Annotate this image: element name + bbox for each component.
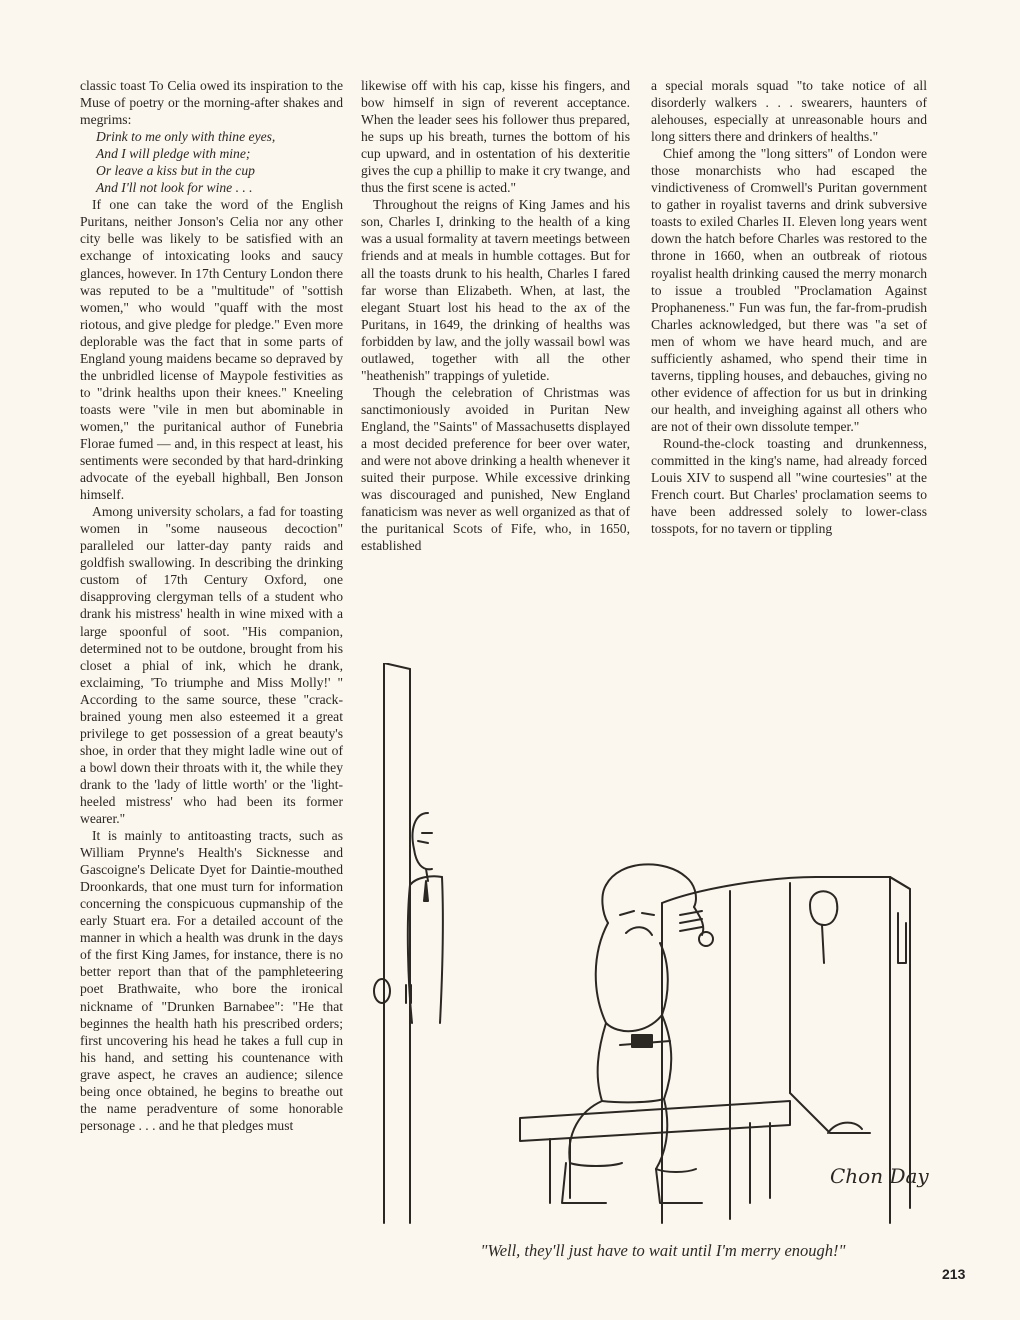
article-column-3	[651, 77, 927, 537]
santa-illustration	[562, 864, 713, 1203]
santa-locker-room-cartoon	[370, 663, 935, 1238]
paragraph: classic toast To Celia owed its inspiration to the Muse of poetry or the morning-after shakes and megrims:	[80, 78, 343, 128]
paragraph: It is mainly to antitoasting tracts, such as William Prynne's Health's Sicknesse and Gascoigne's Delicate Dyet for Daintie-mouthed Droonkards, that one must turn for information concerning the conspicuous cupmanship of the early Stuart era. For a detailed account of the manner in which a health was drunk in the days of the first King James, for instance, there is no better report than that of the pamphleteering poet Brathwaite, who bore the ironical nickname of "Drunken Barnabee": "He that beginnes the health hath his prescribed orders; first uncovering his head he takes a full cup in his hand, and setting his countenance with grave aspect, he craves an audience; silence being once obtained, he begins to breathe out the name peradventure of some honorable personage . . . and he that pledges must	[80, 828, 343, 1133]
article-column-1	[80, 77, 343, 1134]
verse-line: And I will pledge with mine;	[96, 146, 251, 162]
verse-line: Or leave a kiss but in the cup	[96, 163, 255, 179]
paragraph: Round-the-clock toasting and drunkenness, committed in the king's name, had already forced Louis XIV to suspend all "wine courtesies" at the French court. But Charles' proclamation seems to have been addressed solely to lower-class tosspots, for no tavern or tippling	[651, 435, 927, 537]
verse-line: And I'll not look for wine . . .	[96, 180, 253, 196]
cartoon-caption: "Well, they'll just have to wait until I'm merry enough!"	[480, 1241, 846, 1260]
paragraph: Though the celebration of Christmas was sanctimoniously avoided in Puritan New England, the "Saints" of Massachusetts displayed a most decided preference for beer over water, and were not above drinking a health whenever it suited their purpose. While excessive drinking was discouraged and punished, New England fanaticism was never as well organized as that of the puritanical Scots of Fife, who, in 1650, established	[361, 384, 630, 554]
bench-illustration	[520, 1101, 790, 1203]
paragraph: a special morals squad "to take notice of all disorderly walkers . . . swearers, haunters of alehouses, especially at unreasonable hours and long sitters there and drinkers of healths."	[651, 78, 927, 145]
paragraph: If one can take the word of the English Puritans, neither Jonson's Celia nor any other city belle was likely to be satisfied with an exchange of intoxicating looks and saucy glances, however. In 17th Century London there was reputed to be a "multitude" of "sottish women," who would "quaff with the most riotous, and give pledge for pledge." Even more deplorable was the fact that in some parts of England young maidens became so depraved by the unbridled license of Maypole festivities as to "drink healths upon their knees." Kneeling toasts were "vile in men but abominable in women," the puritanical author of Funebria Florae fumed — and, in this respect at least, his sentiments were seconded by that hard-drinking advocate of the eyeball highball, Ben Jonson himself.	[80, 197, 343, 503]
paragraph: Among university scholars, a fad for toasting women in "some nauseous decoction" paralleled our latter-day panty raids and goldfish swallowing. In describing the drinking custom of 17th Century Oxford, one disapproving clergyman tells of a student who drank his mistress' health in wine mixed with a large spoonful of soot. "His companion, determined not to be outdone, brought from his closet a phial of ink, which he drank, exclaiming, 'To triumphe and Miss Molly!' " According to the same source, these "crack-brained young men also esteemed it a great privilege to get possession of a great beauty's shoe, in order that they might ladle wine out of a bowl down their throats with it, the while they drank to the 'lady of little worth' or the 'light-heeled mistress' who had been its former wearer."	[80, 504, 343, 827]
article-column-2	[361, 77, 630, 554]
cartoon-signature: Chon Day	[830, 1164, 929, 1188]
page-number: 213	[942, 1266, 966, 1282]
paragraph: likewise off with his cap, kisse his fingers, and bow himself in sign of reverent acceptance. When the leader sees his follower thus prepared, he sups up his breath, turnes the bottom of his cup upward, and in ostentation of his dexteritie gives the cup a phillip to make it cry twange, and thus the first scene is acted."	[361, 78, 630, 196]
poem-verse	[96, 128, 343, 196]
paragraph: Chief among the "long sitters" of London were those monarchists who had escaped the vindictiveness of Cromwell's Puritan government to gather in royalist taverns and drink subversive toasts to exiled Charles II. Eleven long years went down the hatch before Charles was restored to the throne in 1660, when an outbreak of riotous royalist health drinking caused the merry monarch to issue a troubled "Proclamation Against Prophaneness." Fun was fun, the far-from-prudish Charles acknowledged, but there was "a set of men of whom we have heard much, and are sufficiently ashamed, who spend their time in taverns, tippling houses, and debauches, giving no other evidence of affection for us but in drinking our health, and inveighing against all others who are not of their own dissolute temper."	[651, 146, 927, 434]
door-illustration	[374, 663, 411, 1223]
man-in-doorway-illustration	[408, 813, 443, 1023]
paragraph: Throughout the reigns of King James and his son, Charles I, drinking to the health of a king was a usual formality at tavern meetings between friends and at meals in humble cottages. But for all the toasts drunk to his health, Charles I fared far worse than Elizabeth. When, at last, the elegant Stuart lost his head to the ax of the Puritans, in 1649, the drinking of healths was forbidden by law, and the jolly wassail bowl was outlawed, together with all the other "heathenish" trappings of yuletide.	[361, 197, 630, 383]
verse-line: Drink to me only with thine eyes,	[96, 129, 276, 145]
